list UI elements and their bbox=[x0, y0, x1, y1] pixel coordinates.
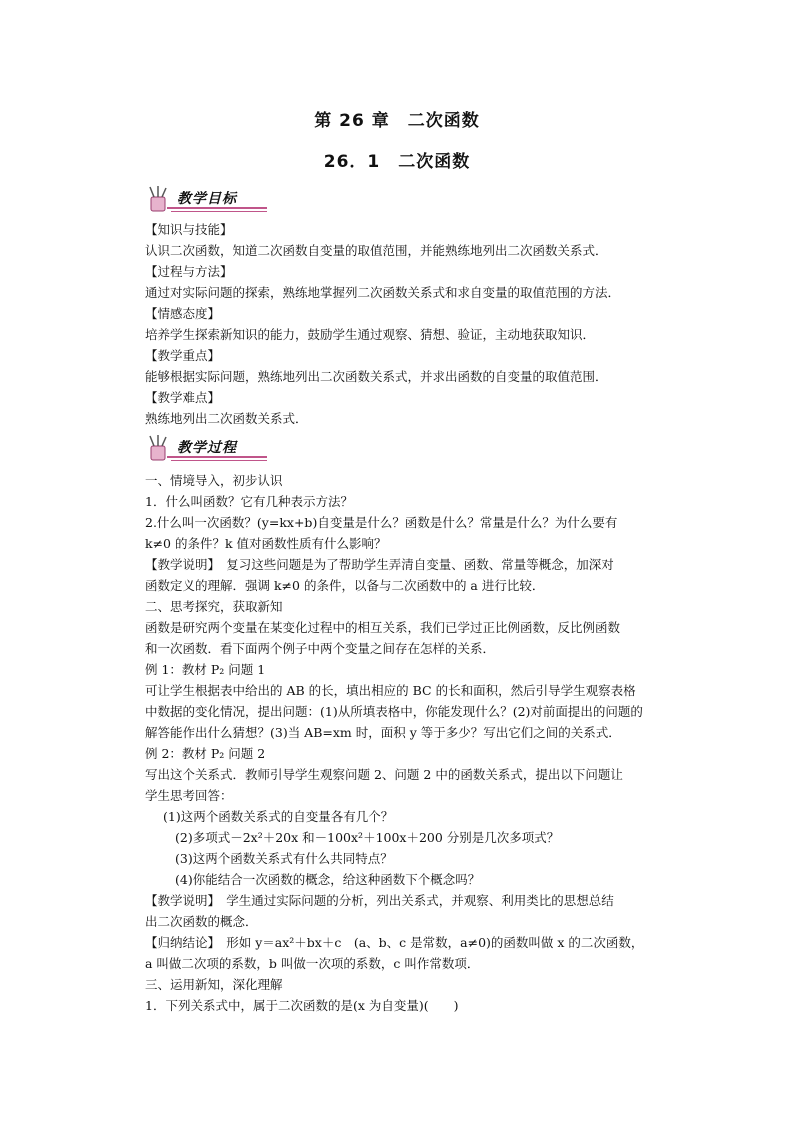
banner-underline bbox=[167, 207, 267, 209]
teaching-note: 函数定义的理解．强调 k≠0 的条件，以备与二次函数中的 a 进行比较． bbox=[145, 578, 545, 593]
process-line: 解答能作出什么猜想？(3)当 AB=xm 时，面积 y 等于多少？写出它们之间的关系式． bbox=[145, 725, 621, 740]
process-line: k≠0 的条件？k 值对函数性质有什么影响？ bbox=[145, 536, 387, 551]
banner-underline bbox=[167, 456, 267, 458]
goal-heading: 【教学重点】 bbox=[145, 348, 221, 363]
goal-heading: 【教学难点】 bbox=[145, 390, 221, 405]
process-line: 学生思考回答： bbox=[145, 788, 233, 803]
question-item: (1)这两个函数关系式的自变量各有几个？ bbox=[163, 809, 394, 824]
goal-heading: 【情感态度】 bbox=[145, 306, 221, 321]
goal-text: 认识二次函数，知道二次函数自变量的取值范围，并能熟练地列出二次函数关系式． bbox=[145, 243, 608, 258]
process-line: 1．什么叫函数？它有几种表示方法？ bbox=[145, 494, 353, 509]
section-title: 26．1 二次函数 bbox=[323, 152, 471, 172]
teaching-goals-banner bbox=[145, 185, 267, 215]
banner-label: 教学过程 bbox=[177, 440, 237, 456]
teaching-note: 【教学说明】 学生通过实际问题的分析，列出关系式，并观察、利用类比的思想总结 bbox=[145, 893, 614, 908]
goal-heading: 【过程与方法】 bbox=[145, 264, 233, 279]
process-line: 可让学生根据表中给出的 AB 的长，填出相应的 BC 的长和面积，然后引导学生观察表格 bbox=[145, 683, 636, 698]
banner-label: 教学目标 bbox=[177, 191, 237, 207]
goal-text: 熟练地列出二次函数关系式． bbox=[145, 411, 308, 426]
goal-text: 培养学生探索新知识的能力，鼓励学生通过观察、猜想、验证，主动地获取知识． bbox=[145, 327, 596, 342]
goal-text: 能够根据实际问题，熟练地列出二次函数关系式，并求出函数的自变量的取值范围． bbox=[145, 369, 608, 384]
exercise-question: 1．下列关系式中，属于二次函数的是(x 为自变量)( ) bbox=[145, 998, 459, 1013]
teaching-process-banner bbox=[145, 434, 267, 464]
process-heading: 一、情境导入，初步认识 bbox=[145, 473, 283, 488]
process-line: 2.什么叫一次函数？(y=kx+b)自变量是什么？函数是什么？常量是什么？为什么要有 bbox=[145, 515, 618, 530]
conclusion: 【归纳结论】 形如 y＝ax²＋bx＋c (a、b、c 是常数，a≠0)的函数叫做 x 的二次函数， bbox=[145, 935, 644, 950]
process-line: 函数是研究两个变量在某变化过程中的相互关系，我们已学过正比例函数，反比例函数 bbox=[145, 620, 621, 635]
goal-text: 通过对实际问题的探索，熟练地掌握列二次函数关系式和求自变量的取值范围的方法． bbox=[145, 285, 621, 300]
question-item: (2)多项式－2x²＋20x 和－100x²＋100x＋200 分别是几次多项式？ bbox=[175, 830, 560, 845]
example-label: 例 2：教材 P₂ 问题 2 bbox=[145, 746, 266, 761]
banner-underline bbox=[171, 460, 267, 461]
process-heading: 三、运用新知，深化理解 bbox=[145, 977, 283, 992]
conclusion: a 叫做二次项的系数，b 叫做一次项的系数，c 叫作常数项． bbox=[145, 956, 480, 971]
question-item: (3)这两个函数关系式有什么共同特点？ bbox=[175, 851, 393, 866]
process-line: 和一次函数．看下面两个例子中两个变量之间存在怎样的关系． bbox=[145, 641, 496, 656]
teaching-note: 【教学说明】 复习这些问题是为了帮助学生弄清自变量、函数、常量等概念，加深对 bbox=[145, 557, 614, 572]
example-label: 例 1：教材 P₂ 问题 1 bbox=[145, 662, 266, 677]
chapter-title: 第 26 章 二次函数 bbox=[314, 111, 480, 131]
question-item: (4)你能结合一次函数的概念，给这种函数下个概念吗？ bbox=[175, 872, 481, 887]
banner-underline bbox=[171, 211, 267, 212]
teaching-note: 出二次函数的概念． bbox=[145, 914, 258, 929]
goal-heading: 【知识与技能】 bbox=[145, 222, 233, 237]
process-heading: 二、思考探究，获取新知 bbox=[145, 599, 283, 614]
process-line: 中数据的变化情况，提出问题：(1)从所填表格中，你能发现什么？(2)对前面提出的问题的 bbox=[145, 704, 643, 719]
process-line: 写出这个关系式．教师引导学生观察问题 2、问题 2 中的函数关系式，提出以下问题让 bbox=[145, 767, 623, 782]
